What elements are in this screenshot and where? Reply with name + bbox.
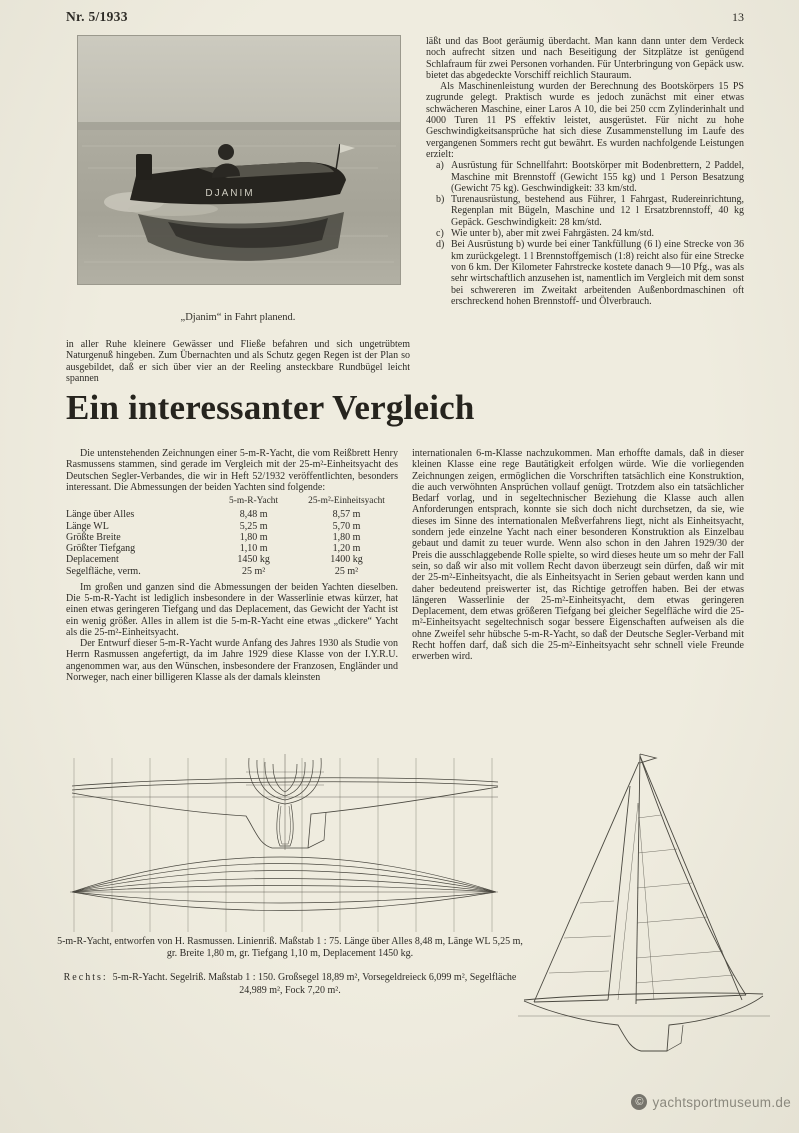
list-item-text: Ausrüstung für Schnellfahrt: Bootskörper mit Bodenbrettern, 2 Paddel, Maschine mit Brennstoff (Gewicht 155 kg) und 1 Person Besatzung (Gewicht 75 kg). Geschwindigkeit: 33 km/std. [451,160,744,194]
article-title: Ein interessanter Vergleich [66,388,475,427]
driver-silhouette [218,144,234,160]
segelriss-caption [56,972,524,996]
paragraph: Als Maschinenleistung wurden der Berechnung des Bootskörpers 15 PS zugrunde gelegt. Praktisch wurde es jedoch zunächst mit einer etwas schwächeren Maschine, einer Laros A 10, die bei 250 ccm Zylinderinhalt und 4000 Turen 11 PS effektiv leistet, ausgerüstet. Für nicht zu hohe Geschwindigkeitsansprüche hat sich diese Zusammenstellung im Laufe des vergangenen Sommers recht gut bewährt. Es wurden nachfolgende Leistungen erzielt: [426,81,744,160]
jib-leech [608,786,630,1000]
top-right-column [426,36,744,384]
list-item-c [436,228,744,239]
paragraph: läßt und das Boot geräumig überdacht. Man kann dann unter dem Verdeck noch aufrecht sitzen und nach Beseitigung der Sitzplätze ist genügend Schlafraum für zwei Personen vorhanden. Für Unterbringung von Gepäck usw. bietet das abgedeckte Vorschiff reichlich Stauraum. [426,36,744,81]
article-right-column [412,448,744,683]
paragraph: Der Entwurf dieser 5-m-R-Yacht wurde Anfang des Jahres 1930 als Studie von Herrn Rasmussen angefertigt, da im Jahre 1929 diese Klasse von der I.Y.R.U. angenommen war, aus den Wünschen, insbesondere der Franzosen, Engländer und Norweger, nach einer billigeren Klasse als der damals kleinsten [66,638,398,684]
table-row [66,532,398,543]
list-item-d [436,239,744,307]
boom [636,995,746,1000]
drawing-captions [56,936,524,997]
table-row [66,554,398,565]
list-item-b [436,194,744,228]
top-section [66,36,744,384]
watermark-text: yachtsportmuseum.de [652,1094,791,1110]
row-value-1: 5,25 m [239,520,268,532]
segelriss-caption-text: 5-m-R-Yacht. Segelriß. Maßstab 1 : 150. Großsegel 18,89 m², Vorsegeldreieck 6,099 m², Segelfläche 24,989 m², Fock 7,20 m². [112,972,517,996]
outboard-motor [136,154,152,180]
row-label: Deplacement [66,554,119,566]
top-left-column [66,36,410,384]
table-row [66,566,398,577]
photo-caption: „Djanim“ in Fahrt planend. [180,312,296,323]
waterlines-plan [70,857,498,911]
list-item-text: Bei Ausrüstung b) wurde bei einer Tankfüllung (6 l) eine Strecke von 36 km zurückgelegt. 1 l Brennstoffgemisch (1:8) reicht also für eine Strecke von 6 km. Der Kilometer Fahrstrecke kostete danach 9—10 Pfg., was als sehr wirtschaftlich anzusehen ist, namentlich im Vergleich mit dem sonst bei schwereren im Zweitakt arbeitenden Außenbordmaschinen oft erschreckend hohen Brennstoff- und Ölverbrauch. [451,239,744,307]
motorboat-photo-image [78,36,400,284]
left-continuation-paragraph: in aller Ruhe kleinere Gewässer und Fließe befahren und sich ungetrübtem Naturgenuß hingeben. Zum Übernachten und als Schutz gegen Regen ist der Plan so ausgebildet, daß er sich über vier an der Reeling ansteckbare Rundbügel leicht spannen [66,339,410,384]
page-number: 13 [732,10,744,24]
list-item-label: d) [436,239,445,251]
row-value-1: 1,80 m [239,531,268,543]
list-item-text: Turenausrüstung, bestehend aus Führer, 1 Fahrgast, Rudereinrichtung, Regenplan mit Bügeln, Maschine und 12 l Ersatzbrennstoff, 40 kg Gepäck. Geschwindigkeit: 28 km/std. [451,194,744,228]
list-item-label: c) [436,228,444,240]
copyright-icon: © [631,1094,647,1110]
row-value-2: 5,70 m [332,520,361,532]
article-body [66,448,744,683]
table-header-empty [66,496,212,509]
list-item-label: a) [436,160,444,172]
forestay [534,762,639,1002]
segelriss-drawing [518,748,774,1062]
linienriss-drawing [60,752,508,938]
row-value-2: 1,80 m [332,531,361,543]
article-left-column [66,448,398,683]
sail-plan [518,748,774,1062]
paragraph: Die untenstehenden Zeichnungen einer 5-m-R-Yacht, die vom Reißbrett Henry Rasmussens stammen, sind gerade im Vergleich mit der 25-m²-Einheitsyacht des Deutschen Segler-Verbandes, die wir in Heft 52/1932 veröffentlichten, besonders interessant. Die Abmessungen der beiden Yachten sind folgende: [66,448,398,493]
row-value-2: 1400 kg [330,554,363,566]
mast [636,754,640,1004]
dimensions-table [66,496,398,577]
row-label: Länge WL [66,520,109,532]
row-label: Größte Breite [66,531,121,543]
watermark [631,1094,791,1110]
segelriss-caption-label: Rechts: [63,972,108,984]
boat-name-label: DJANIM [205,188,255,199]
row-value-1: 8,48 m [239,509,268,521]
row-value-2: 25 m² [334,565,359,577]
page-header [66,9,744,25]
mainsail-leech [640,756,746,995]
hull-lines-plan [60,752,508,938]
table-header-col1: 5-m-R-Yacht [229,496,279,507]
linienriss-caption: 5-m-R-Yacht, entworfen von H. Rasmussen. Linienriß. Maßstab 1 : 75. Länge über Alles 8,48 m, Länge WL 5,25 m, gr. Breite 1,80 m, gr. Tiefgang 1,10 m, Deplacement 1450 kg. [57,936,523,960]
paragraph: Im großen und ganzen sind die Abmessungen der beiden Yachten dieselben. Die 5-m-R-Yacht ist lediglich insbesondere in der Wasserlinie etwas kürzer, hat einen etwas geringeren Tiefgang und das Deplacement, das Gewicht der Yacht ist ein wenig größer. Alles in allem ist die 5-m-R-Yacht eine etwas „dickere“ Yacht als die 25-m²-Einheitsyacht. [66,581,398,638]
motorboat-photo [78,36,400,284]
row-value-2: 8,57 m [332,509,361,521]
row-value-2: 1,20 m [332,543,361,555]
list-item-a [436,160,744,194]
backstay [640,756,742,1000]
paragraph: internationalen 6-m-Klasse nachzukommen. Man erhoffte damals, daß in dieser kleinen Klasse eine rege Bautätigkeit erfolgen würde. Wie die vorliegenden Zeichnungen zeigen, ermöglichen die Vorschriften tatsächlich eine Konstruktion, die auch verwöhnten Ansprüchen vollauf genügt. Trotzdem also ein tatsächlicher Bedarf vorlag, und in segeltechnischer Beziehung die Klasse auch allen Anforderungen entsprach, konnte sie sich doch nicht durchsetzen, da sie, wie dieses im Sinne des internationalen Meßverfahrens liegt, nicht als Einheitsyacht, sondern jede einzelne Yacht nach einer besonderen Konstruktion als Einzelbau gebaut und damit zu teuer wurde. Wenn also schon in den Jahren 1929/30 der Preis die ausschlaggebende Rolle spielte, so wird dieses heute um so mehr der Fall sein, so daß wir also mit vollem Recht davon überzeugt sein dürfen, daß wir mit der 25-m²-Einheitsyacht, die als Einheitsyacht in Serien gebaut werden kann und daher bedeutend preiswerter ist, das Richtige getroffen haben. Bei der etwas längeren Wasserlinie der 25-m²-Einheitsyacht, dem etwas geringeren Deplacement, dem etwas größeren Tiefgang bei gleicher Segelfläche wird die 25-m²-Einheitsyacht segeltechnisch sogar bessere Eigenschaften aufweisen als die ohne Zweifel sehr hübsche 5-m-R-Yacht, so daß der Deutsche Segler-Verband mit Recht hoffen darf, daß sich die 25-m²-Einheitsyacht sehr schnell viele Freunde erwerben wird. [412,448,744,663]
list-item-text: Wie unter b), aber mit zwei Fahrgästen. 24 km/std. [451,228,654,240]
row-value-1: 1,10 m [239,543,268,555]
row-label: Länge über Alles [66,509,135,521]
row-label: Segelfläche, verm. [66,565,141,577]
table-row [66,543,398,554]
issue-number: Nr. 5/1933 [66,9,128,24]
row-value-1: 1450 kg [237,554,270,566]
table-header-row [66,496,398,509]
list-item-label: b) [436,194,445,206]
table-row [66,521,398,532]
row-value-1: 25 m² [241,565,266,577]
table-row [66,509,398,520]
row-label: Größter Tiefgang [66,543,136,555]
table-header-col2: 25-m²-Einheitsyacht [308,496,385,507]
